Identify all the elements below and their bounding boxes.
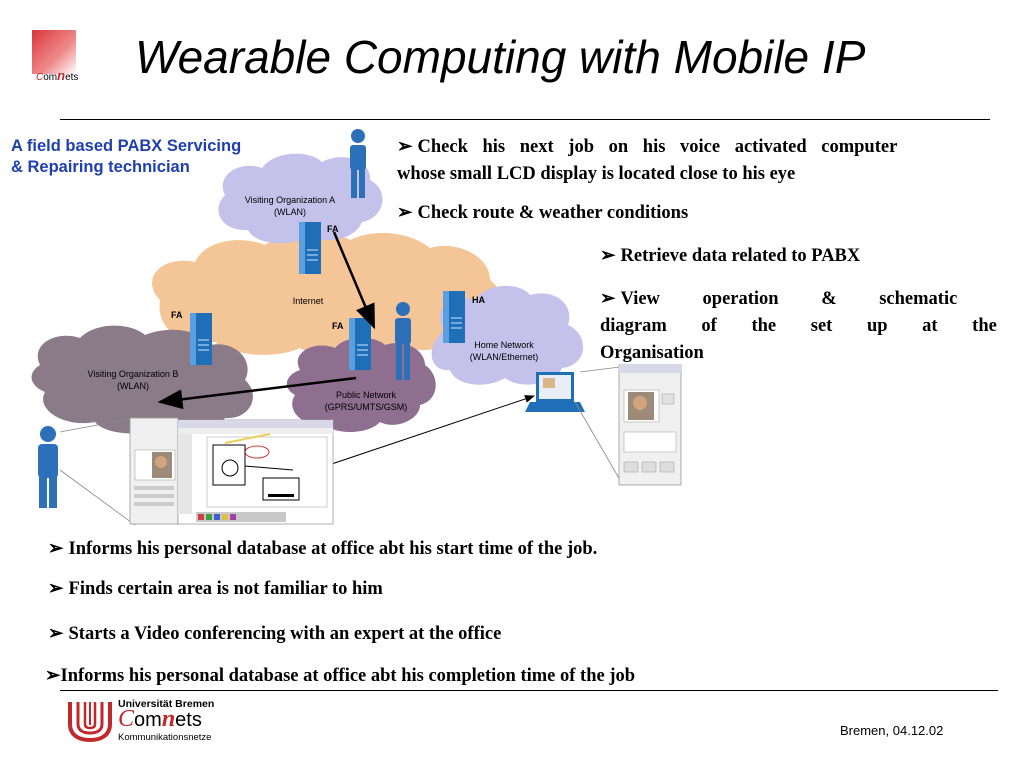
comnets-n: n bbox=[161, 706, 176, 732]
logo-c: C bbox=[36, 72, 44, 83]
screenshot-whiteboard bbox=[178, 420, 333, 524]
page-title: Wearable Computing with Mobile IP bbox=[135, 31, 866, 83]
internet-label: Internet bbox=[292, 296, 324, 306]
logo-small-text bbox=[36, 68, 78, 83]
footer-rule bbox=[60, 690, 998, 691]
bullet-top-1-line1-text: Check his next job on his voice activated computer bbox=[417, 137, 898, 157]
bullet-top-1-line-1 bbox=[397, 134, 945, 161]
bullet-bottom-4 bbox=[45, 665, 635, 687]
org-a-label-1: Visiting Organization A bbox=[244, 195, 336, 205]
connector-line bbox=[575, 402, 620, 480]
footer-logo bbox=[66, 698, 236, 746]
org-a-label-2: (WLAN) bbox=[274, 207, 306, 217]
bullet-glyph: ➢ bbox=[600, 289, 616, 309]
bullet-glyph: ➢ bbox=[48, 539, 64, 559]
server-icon-fa-top bbox=[299, 222, 321, 274]
fa-label-left: FA bbox=[171, 310, 183, 320]
subtitle-line-2: & Repairing technician bbox=[11, 158, 190, 176]
bullet-top-2 bbox=[397, 202, 688, 224]
bullet-top-1 bbox=[397, 134, 945, 188]
bullet-top-4-line-2: diagram of the set up at the bbox=[600, 316, 997, 336]
bullet-glyph: ➢ bbox=[397, 203, 413, 223]
public-label-1: Public Network bbox=[335, 390, 397, 400]
bullet-bottom-3 bbox=[48, 623, 501, 645]
bullet-top-3-text: Retrieve data related to PABX bbox=[620, 246, 861, 266]
comnets-ets: ets bbox=[175, 709, 202, 731]
home-label-2: (WLAN/Ethernet) bbox=[469, 352, 539, 362]
bullet-top-1-line-2: whose small LCD display is located close to his eye bbox=[397, 164, 796, 184]
comnets-c: C bbox=[118, 706, 135, 732]
bullet-glyph: ➢ bbox=[48, 579, 64, 599]
org-b-label-2: (WLAN) bbox=[117, 381, 149, 391]
bullet-glyph: ➢ bbox=[600, 246, 616, 266]
bullet-top-4-line-3: Organisation bbox=[600, 343, 704, 363]
bullet-bottom-2-text: Finds certain area is not familiar to him bbox=[68, 579, 383, 599]
server-icon-fa-mid bbox=[349, 318, 371, 370]
org-b-label-1: Visiting Organization B bbox=[87, 369, 179, 379]
bullet-bottom-4-text: Informs his personal database at office abt his completion time of the job bbox=[60, 666, 636, 686]
comnets-logo-top bbox=[22, 30, 84, 84]
logo-ets: ets bbox=[65, 72, 79, 83]
bullet-bottom-3-text: Starts a Video conferencing with an expert at the office bbox=[68, 624, 502, 644]
footer-date: Bremen, 04.12.02 bbox=[840, 723, 944, 738]
bullet-glyph: ➢ bbox=[48, 624, 64, 644]
university-seal-icon bbox=[66, 698, 114, 742]
bullet-top-4-line-1 bbox=[600, 286, 970, 313]
person-icon-left bbox=[38, 426, 58, 508]
logo-om: om bbox=[43, 72, 58, 83]
bullet-bottom-2 bbox=[48, 578, 383, 600]
public-label-2: (GPRS/UMTS/GSM) bbox=[324, 402, 408, 412]
bullet-top-4-line1-text: View operation & schematic bbox=[620, 289, 958, 309]
bullet-bottom-1-text: Informs his personal database at office abt his start time of the job. bbox=[68, 539, 598, 559]
home-label-1: Home Network bbox=[474, 340, 534, 350]
bullet-glyph: ➢ bbox=[397, 137, 413, 157]
connector-line bbox=[580, 367, 620, 372]
bullet-bottom-1 bbox=[48, 538, 597, 560]
bullet-top-2-text: Check route & weather conditions bbox=[417, 203, 689, 223]
connector-line bbox=[60, 470, 135, 525]
server-icon-fa-left bbox=[190, 313, 212, 365]
comnets-om: om bbox=[134, 709, 162, 731]
comnets-wordmark bbox=[118, 708, 202, 731]
server-icon-ha bbox=[443, 291, 465, 343]
fa-label-top: FA bbox=[327, 224, 339, 234]
kommunikationsnetze: Kommunikationsnetze bbox=[118, 732, 212, 743]
bullet-top-3 bbox=[600, 245, 860, 267]
bullet-top-1-text-1 bbox=[397, 134, 897, 161]
fa-label-mid: FA bbox=[332, 321, 344, 331]
university-name: Universität Bremen bbox=[118, 698, 215, 710]
screenshot-video-conference bbox=[130, 418, 178, 524]
ha-label: HA bbox=[472, 295, 485, 305]
screenshot-video-phone bbox=[619, 365, 681, 485]
bullet-glyph: ➢ bbox=[45, 666, 61, 686]
subtitle-line-1: A field based PABX Servicing bbox=[11, 137, 242, 155]
bullet-top-4 bbox=[600, 286, 997, 367]
logo-n: n bbox=[57, 68, 66, 83]
